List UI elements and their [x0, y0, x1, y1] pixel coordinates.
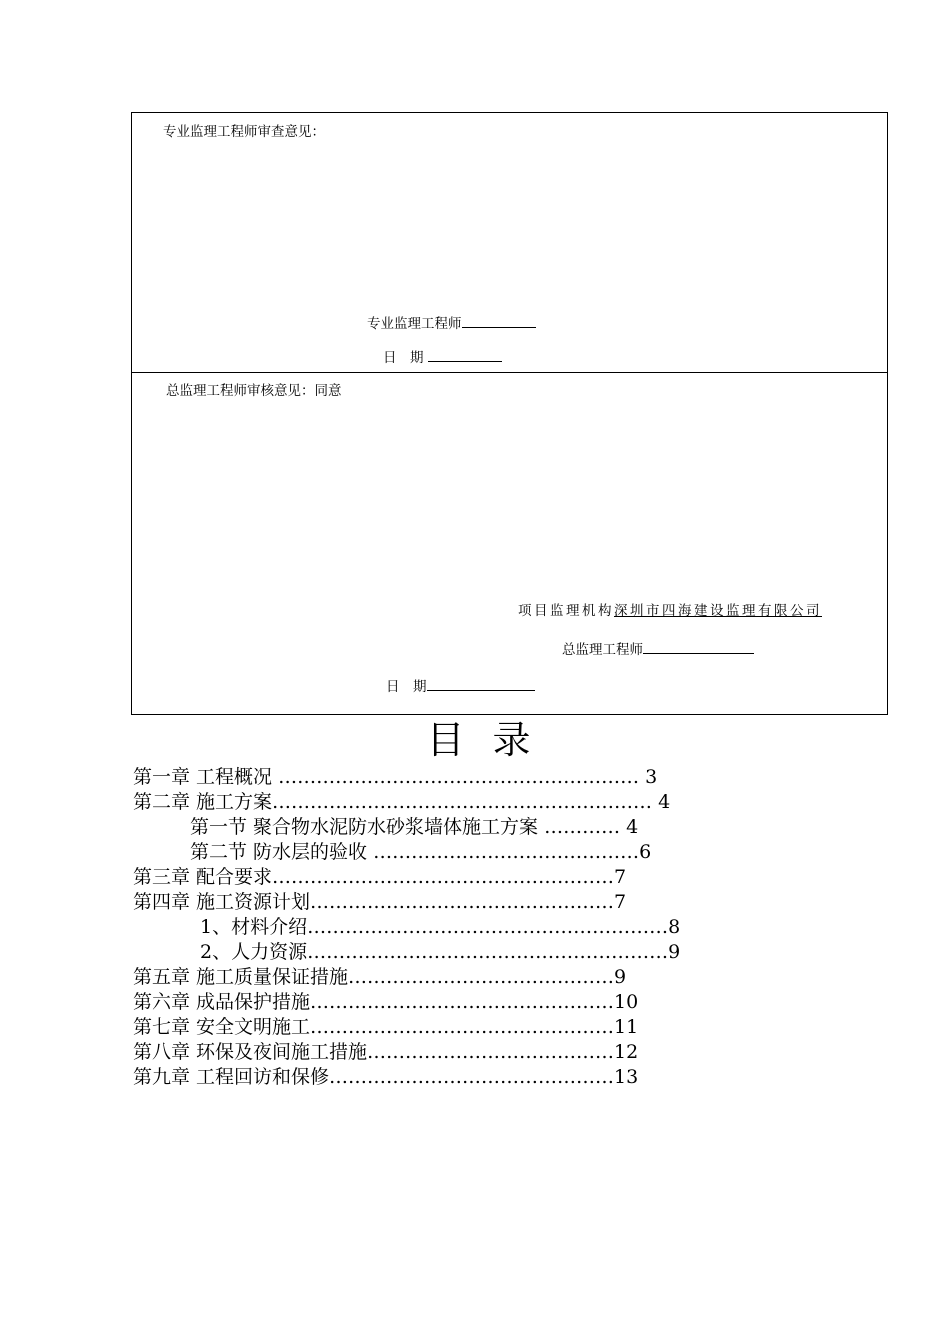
toc-entry[interactable]: 第一节 聚合物水泥防水砂浆墙体施工方案 ………… 4 [190, 816, 639, 838]
org-label: 项目监理机构 [518, 603, 614, 619]
chief-engineer-signature [562, 640, 754, 658]
specialist-signature-line [462, 314, 536, 328]
chief-opinion-label: 总监理工程师审核意见：同意 [166, 383, 342, 399]
date-line [428, 348, 502, 362]
specialist-date-field [383, 348, 502, 366]
toc-entry[interactable]: 2、人力资源…………………………………………………9 [200, 941, 681, 963]
org-name: 深圳市四海建设监理有限公司 [614, 603, 822, 619]
toc-entry[interactable]: 第八章 环保及夜间施工措施…………………………………12 [133, 1041, 639, 1063]
review-opinion-table [131, 112, 888, 715]
specialist-opinion-label: 专业监理工程师审查意见： [163, 124, 325, 140]
date-line [427, 677, 535, 691]
specialist-engineer-label: 专业监理工程师 [367, 316, 462, 332]
toc-title: 目录 [426, 718, 559, 762]
toc-entry[interactable]: 第三章 配合要求………………………………………………7 [133, 866, 627, 888]
toc-entry[interactable]: 第一章 工程概况 ………………………………………………… 3 [133, 766, 658, 788]
chief-signature-line [643, 640, 754, 654]
chief-opinion-section [132, 373, 887, 714]
toc-entry[interactable]: 第二章 施工方案…………………………………………………… 4 [133, 791, 671, 813]
toc-entry[interactable]: 第二节 防水层的验收 ……………………………………6 [190, 841, 652, 863]
chief-engineer-label: 总监理工程师 [562, 642, 643, 658]
toc-entry[interactable]: 1、材料介绍…………………………………………………8 [200, 916, 681, 938]
supervision-org-line [518, 603, 822, 619]
toc-entry[interactable]: 第五章 施工质量保证措施……………………………………9 [133, 966, 627, 988]
toc-entry[interactable]: 第七章 安全文明施工…………………………………………11 [133, 1016, 639, 1038]
toc-entry[interactable]: 第九章 工程回访和保修………………………………………13 [133, 1066, 639, 1088]
date-label: 日 期 [383, 350, 424, 366]
toc-entry[interactable]: 第四章 施工资源计划…………………………………………7 [133, 891, 627, 913]
date-label: 日 期 [386, 679, 427, 695]
chief-date-field [386, 677, 535, 695]
toc-entry[interactable]: 第六章 成品保护措施…………………………………………10 [133, 991, 639, 1013]
specialist-engineer-signature [367, 314, 536, 332]
specialist-opinion-section [132, 113, 887, 373]
